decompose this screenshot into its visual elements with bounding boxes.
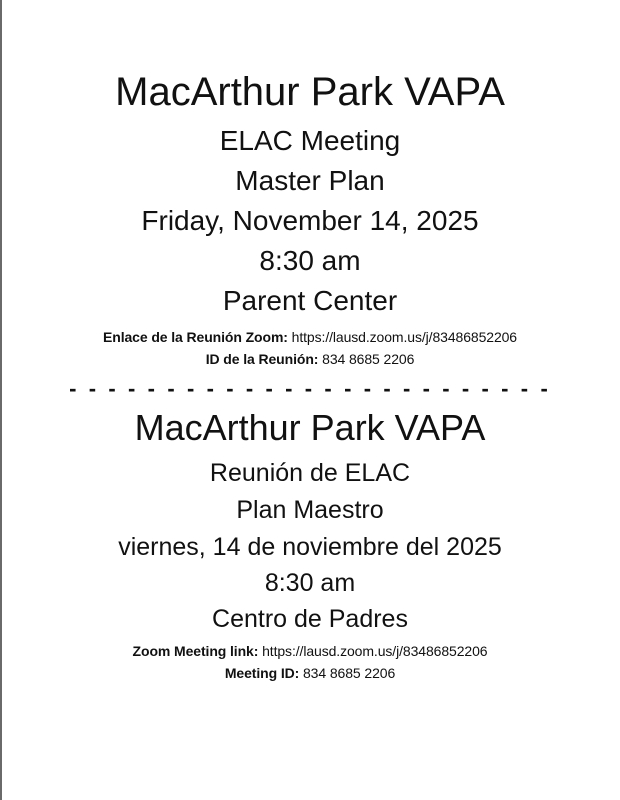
english-zoom-link-url[interactable]: https://lausd.zoom.us/j/83486852206 (262, 643, 488, 659)
spanish-topic: Plan Maestro (236, 496, 384, 524)
page-left-border (0, 0, 2, 800)
spanish-location: Centro de Padres (212, 605, 408, 633)
english-date: Friday, November 14, 2025 (141, 205, 479, 236)
spanish-time: 8:30 am (264, 569, 356, 597)
english-zoom-link-line (0, 644, 620, 658)
spanish-title: MacArthur Park VAPA (134, 407, 486, 448)
spanish-meeting-name: Reunión de ELAC (209, 459, 411, 487)
english-zoom-link-label: Zoom Meeting link: (132, 643, 259, 659)
english-location: Parent Center (222, 285, 398, 316)
spanish-date: viernes, 14 de noviembre del 2025 (118, 533, 502, 561)
spanish-zoom-link-line (0, 330, 620, 344)
english-meeting-id-value: 834 8685 2206 (303, 665, 396, 681)
spanish-meeting-id-label: ID de la Reunión: (205, 351, 319, 367)
english-time: 8:30 am (259, 245, 361, 276)
english-meeting-name: ELAC Meeting (219, 125, 401, 156)
english-topic: Master Plan (235, 165, 385, 196)
spanish-meeting-id-value: 834 8685 2206 (322, 351, 415, 367)
spanish-meeting-id-line (0, 352, 620, 366)
english-meeting-id-line (0, 666, 620, 680)
spanish-zoom-link-label: Enlace de la Reunión Zoom: (103, 329, 288, 345)
english-meeting-id-label: Meeting ID: (224, 665, 300, 681)
english-title: MacArthur Park VAPA (115, 70, 505, 114)
dashed-separator: - - - - - - - - - - - - - - - - - - - - - - - - - (69, 376, 551, 401)
spanish-zoom-link-url[interactable]: https://lausd.zoom.us/j/83486852206 (291, 329, 517, 345)
